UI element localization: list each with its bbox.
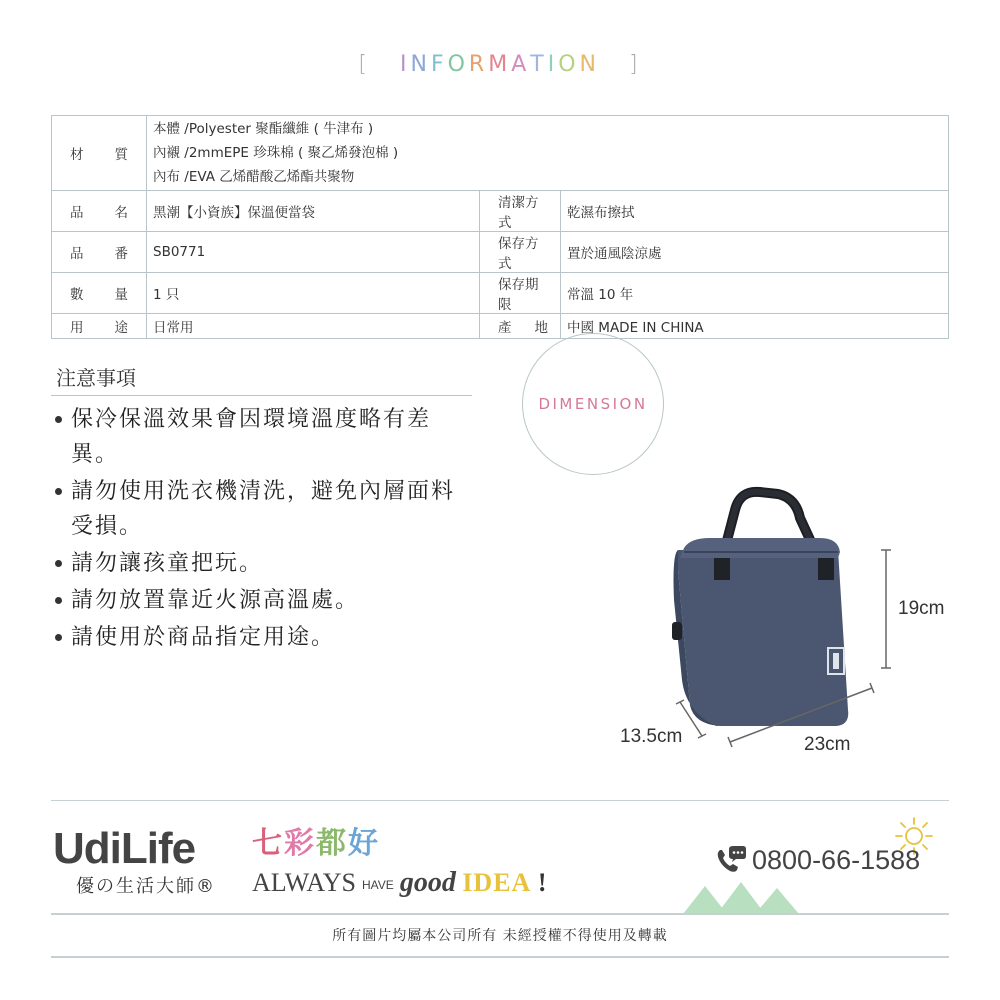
- brand-subtitle: 優の生活大師®: [76, 876, 216, 897]
- row-value-2: 常溫 10 年: [561, 273, 949, 314]
- row-label: 品 番: [52, 232, 147, 273]
- bullet-icon: [55, 634, 62, 641]
- notes-title: 注意事項: [56, 366, 136, 390]
- width-dimension: 23cm: [804, 734, 851, 755]
- list-item: 請勿讓孩童把玩。: [51, 546, 471, 581]
- hills-decoration: [683, 880, 803, 914]
- heading-letter: O: [447, 52, 469, 77]
- slogan-chinese: [252, 818, 380, 862]
- row-label: 數 量: [52, 273, 147, 314]
- slogan-character: 彩: [284, 826, 316, 861]
- depth-dimension: 13.5cm: [620, 726, 683, 747]
- slogan-english: [252, 867, 547, 899]
- table-row: [52, 273, 949, 314]
- heading-letter: N: [579, 52, 601, 77]
- phone-chat-icon: [714, 846, 746, 876]
- list-item: 請勿使用洗衣機清洗，避免內層面料受損。: [51, 474, 471, 544]
- phone-contact: [714, 845, 920, 876]
- material-value: [147, 116, 949, 191]
- list-item: 保冷保溫效果會因環境溫度略有差異。: [51, 402, 471, 472]
- slogan-character: 好: [348, 826, 380, 861]
- row-value-2: 乾濕布擦拭: [561, 191, 949, 232]
- table-row: [52, 314, 949, 339]
- row-value-2: 置於通風陰涼處: [561, 232, 949, 273]
- dimension-label: DIMENSION: [538, 395, 648, 413]
- heading-letter: N: [410, 52, 431, 77]
- row-value: 日常用: [147, 314, 480, 339]
- heading-letter: A: [511, 52, 531, 77]
- brand-logo: UdiLife: [53, 824, 196, 873]
- heading-letter: I: [547, 52, 559, 77]
- row-label-2: 產 地: [480, 314, 561, 339]
- material-label: 材 質: [52, 116, 147, 191]
- row-value-2: 中國 MADE IN CHINA: [561, 314, 949, 339]
- material-line: 本體 /Polyester 聚酯纖維 ( 牛津布 ): [153, 121, 374, 137]
- row-label: 品 名: [52, 191, 147, 232]
- bullet-icon: [55, 416, 62, 423]
- material-line: 內襯 /2mmEPE 珍珠棉 ( 聚乙烯發泡棉 ): [153, 145, 399, 161]
- divider: [51, 800, 949, 801]
- dimension-badge: [522, 333, 664, 475]
- row-value: 黑潮【小資族】保溫便當袋: [147, 191, 480, 232]
- bullet-icon: [55, 488, 62, 495]
- heading-letter: O: [558, 52, 580, 77]
- copyright-notice: 所有圖片均屬本公司所有 未經授權不得使用及轉載: [332, 928, 668, 944]
- list-item: 請勿放置靠近火源高溫處。: [51, 583, 471, 618]
- notes-list: [51, 402, 471, 657]
- slogan-word: ALWAYS: [252, 868, 357, 897]
- row-label: 用 途: [52, 314, 147, 339]
- heading-letter: T: [530, 52, 548, 77]
- slogan-word: good: [399, 867, 456, 898]
- heading-letter: M: [488, 52, 512, 77]
- bracket-right: ]: [629, 52, 642, 77]
- divider: [51, 395, 472, 396]
- table-row: [52, 191, 949, 232]
- table-row: [52, 232, 949, 273]
- row-label-2: 保存方式: [480, 232, 561, 273]
- row-value: 1 只: [147, 273, 480, 314]
- heading-letter: R: [468, 52, 489, 77]
- height-dimension: 19cm: [898, 598, 945, 619]
- heading-letter: I: [399, 52, 411, 77]
- slogan-word: HAVE: [362, 878, 394, 893]
- divider: [51, 956, 949, 958]
- bullet-icon: [55, 560, 62, 567]
- bracket-left: [: [358, 52, 371, 77]
- section-title-information: [0, 52, 1000, 77]
- phone-number: 0800-66-1588: [752, 845, 921, 875]
- divider: [51, 913, 949, 915]
- information-heading: [400, 52, 600, 77]
- product-spec-table: [51, 115, 949, 339]
- slogan-character: 七: [252, 826, 284, 861]
- list-item: 請使用於商品指定用途。: [51, 620, 471, 655]
- row-label-2: 清潔方式: [480, 191, 561, 232]
- slogan-word: IDEA: [462, 868, 532, 897]
- table-row-material: [52, 116, 949, 191]
- slogan-character: 都: [316, 826, 348, 861]
- row-label-2: 保存期限: [480, 273, 561, 314]
- slogan-word: !: [537, 868, 547, 897]
- heading-letter: F: [430, 52, 448, 77]
- material-line: 內布 /EVA 乙烯醋酸乙烯酯共聚物: [153, 169, 355, 185]
- row-value: SB0771: [147, 232, 480, 273]
- bullet-icon: [55, 597, 62, 604]
